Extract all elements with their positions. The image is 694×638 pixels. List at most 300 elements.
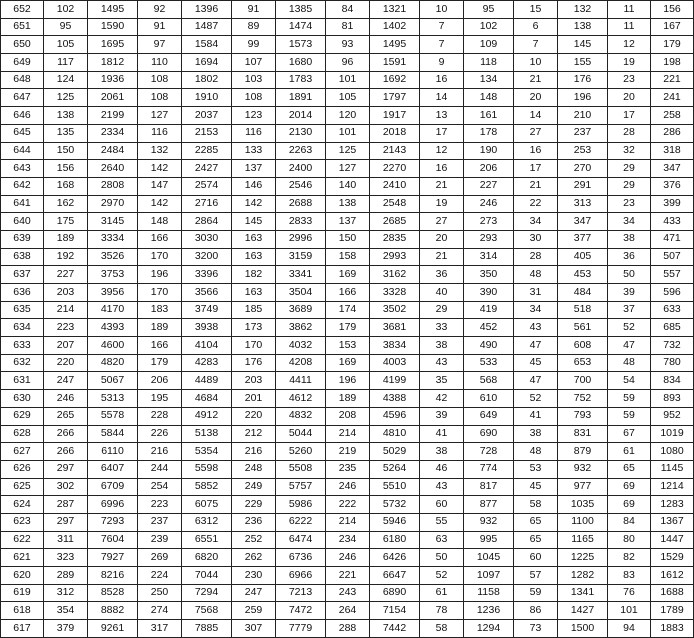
table-cell: 80 — [608, 531, 651, 549]
table-cell: 8882 — [88, 602, 138, 620]
table-cell: 619 — [1, 584, 44, 602]
table-cell: 176 — [232, 354, 276, 372]
table-cell: 7779 — [276, 620, 326, 638]
table-cell: 262 — [232, 549, 276, 567]
table-cell: 45 — [514, 354, 558, 372]
table-cell: 633 — [651, 301, 694, 319]
table-cell: 59 — [608, 390, 651, 408]
table-cell: 21 — [420, 177, 464, 195]
table-cell: 27 — [420, 213, 464, 231]
table-cell: 253 — [558, 142, 608, 160]
table-cell: 288 — [326, 620, 370, 638]
table-cell: 626 — [1, 460, 44, 478]
table-cell: 38 — [608, 230, 651, 248]
table-cell: 50 — [420, 549, 464, 567]
table-cell: 629 — [1, 407, 44, 425]
table-cell: 10 — [514, 54, 558, 72]
table-cell: 94 — [608, 620, 651, 638]
table-cell: 624 — [1, 496, 44, 514]
table-cell: 2833 — [276, 213, 326, 231]
table-cell: 5138 — [182, 425, 232, 443]
table-cell: 83 — [608, 567, 651, 585]
table-cell: 201 — [232, 390, 276, 408]
table-row — [1, 230, 694, 248]
table-cell: 650 — [1, 36, 44, 54]
table-cell: 6890 — [370, 584, 420, 602]
table-cell: 101 — [608, 602, 651, 620]
table-cell: 405 — [558, 248, 608, 266]
table-cell: 625 — [1, 478, 44, 496]
table-cell: 67 — [608, 425, 651, 443]
table-cell: 14 — [514, 107, 558, 125]
table-cell: 302 — [44, 478, 88, 496]
table-cell: 4810 — [370, 425, 420, 443]
table-cell: 2153 — [182, 124, 232, 142]
table-cell: 1692 — [370, 71, 420, 89]
table-cell: 81 — [326, 18, 370, 36]
table-cell: 192 — [44, 248, 88, 266]
table-cell: 138 — [558, 18, 608, 36]
table-cell: 5852 — [182, 478, 232, 496]
table-cell: 20 — [420, 230, 464, 248]
table-cell: 146 — [232, 177, 276, 195]
table-cell: 55 — [420, 513, 464, 531]
table-cell: 932 — [558, 460, 608, 478]
table-cell: 618 — [1, 602, 44, 620]
table-cell: 3753 — [88, 266, 138, 284]
table-cell: 12 — [420, 142, 464, 160]
table-cell: 63 — [420, 531, 464, 549]
table-cell: 6966 — [276, 567, 326, 585]
table-cell: 1910 — [182, 89, 232, 107]
table-cell: 30 — [514, 230, 558, 248]
table-cell: 649 — [464, 407, 514, 425]
table-cell: 4832 — [276, 407, 326, 425]
table-cell: 638 — [1, 248, 44, 266]
table-cell: 1367 — [651, 513, 694, 531]
table-cell: 252 — [232, 531, 276, 549]
table-cell: 2018 — [370, 124, 420, 142]
table-cell: 4411 — [276, 372, 326, 390]
table-cell: 97 — [138, 36, 182, 54]
table-cell: 4388 — [370, 390, 420, 408]
table-cell: 32 — [608, 142, 651, 160]
table-cell: 627 — [1, 443, 44, 461]
table-cell: 247 — [44, 372, 88, 390]
table-cell: 7442 — [370, 620, 420, 638]
table-row — [1, 496, 694, 514]
table-cell: 78 — [420, 602, 464, 620]
table-cell: 2061 — [88, 89, 138, 107]
table-cell: 221 — [326, 567, 370, 585]
table-cell: 248 — [232, 460, 276, 478]
table-cell: 29 — [608, 160, 651, 178]
table-cell: 2270 — [370, 160, 420, 178]
table-cell: 227 — [44, 266, 88, 284]
table-cell: 203 — [232, 372, 276, 390]
table-cell: 4600 — [88, 337, 138, 355]
table-cell: 163 — [232, 248, 276, 266]
table-cell: 4208 — [276, 354, 326, 372]
table-row — [1, 266, 694, 284]
table-cell: 286 — [651, 124, 694, 142]
table-cell: 249 — [232, 478, 276, 496]
table-cell: 311 — [44, 531, 88, 549]
table-cell: 5946 — [370, 513, 420, 531]
table-cell: 190 — [464, 142, 514, 160]
table-cell: 99 — [232, 36, 276, 54]
table-cell: 40 — [420, 284, 464, 302]
table-cell: 28 — [514, 248, 558, 266]
table-cell: 243 — [326, 584, 370, 602]
table-row — [1, 337, 694, 355]
table-row — [1, 301, 694, 319]
table-cell: 1035 — [558, 496, 608, 514]
table-cell: 29 — [420, 301, 464, 319]
table-row — [1, 89, 694, 107]
table-cell: 148 — [138, 213, 182, 231]
table-cell: 2037 — [182, 107, 232, 125]
table-cell: 117 — [44, 54, 88, 72]
table-cell: 118 — [464, 54, 514, 72]
table-cell: 207 — [44, 337, 88, 355]
table-cell: 995 — [464, 531, 514, 549]
table-cell: 471 — [651, 230, 694, 248]
table-cell: 3526 — [88, 248, 138, 266]
table-row — [1, 248, 694, 266]
table-cell: 6736 — [276, 549, 326, 567]
table-cell: 167 — [651, 18, 694, 36]
table-row — [1, 620, 694, 638]
table-cell: 2993 — [370, 248, 420, 266]
table-cell: 41 — [514, 407, 558, 425]
table-cell: 289 — [44, 567, 88, 585]
table-cell: 246 — [44, 390, 88, 408]
table-cell: 5986 — [276, 496, 326, 514]
table-cell: 2143 — [370, 142, 420, 160]
table-cell: 1917 — [370, 107, 420, 125]
table-cell: 135 — [44, 124, 88, 142]
table-cell: 700 — [558, 372, 608, 390]
table-cell: 7213 — [276, 584, 326, 602]
table-cell: 1797 — [370, 89, 420, 107]
table-cell: 120 — [326, 107, 370, 125]
table-cell: 220 — [44, 354, 88, 372]
table-cell: 9261 — [88, 620, 138, 638]
table-cell: 12 — [608, 36, 651, 54]
table-cell: 1812 — [88, 54, 138, 72]
table-cell: 7568 — [182, 602, 232, 620]
table-row — [1, 319, 694, 337]
table-cell: 297 — [44, 460, 88, 478]
table-cell: 645 — [1, 124, 44, 142]
table-cell: 236 — [232, 513, 276, 531]
table-cell: 20 — [608, 89, 651, 107]
table-cell: 61 — [420, 584, 464, 602]
table-cell: 93 — [326, 36, 370, 54]
table-cell: 246 — [326, 549, 370, 567]
table-cell: 728 — [464, 443, 514, 461]
table-cell: 5578 — [88, 407, 138, 425]
table-cell: 76 — [608, 584, 651, 602]
table-cell: 134 — [464, 71, 514, 89]
table-cell: 4612 — [276, 390, 326, 408]
table-cell: 639 — [1, 230, 44, 248]
table-cell: 212 — [232, 425, 276, 443]
table-cell: 4596 — [370, 407, 420, 425]
table-cell: 50 — [608, 266, 651, 284]
table-cell: 170 — [138, 284, 182, 302]
table-cell: 69 — [608, 478, 651, 496]
table-cell: 608 — [558, 337, 608, 355]
table-cell: 2400 — [276, 160, 326, 178]
table-cell: 641 — [1, 195, 44, 213]
table-cell: 241 — [651, 89, 694, 107]
table-cell: 6551 — [182, 531, 232, 549]
table-cell: 7472 — [276, 602, 326, 620]
table-cell: 196 — [558, 89, 608, 107]
table-cell: 38 — [514, 425, 558, 443]
table-cell: 4199 — [370, 372, 420, 390]
table-cell: 43 — [514, 319, 558, 337]
table-cell: 234 — [326, 531, 370, 549]
table-cell: 780 — [651, 354, 694, 372]
table-cell: 1100 — [558, 513, 608, 531]
table-row — [1, 531, 694, 549]
table-row — [1, 142, 694, 160]
table-cell: 239 — [138, 531, 182, 549]
table-cell: 5844 — [88, 425, 138, 443]
table-cell: 7294 — [182, 584, 232, 602]
table-cell: 84 — [608, 513, 651, 531]
table-cell: 219 — [326, 443, 370, 461]
table-cell: 4032 — [276, 337, 326, 355]
table-cell: 831 — [558, 425, 608, 443]
table-cell: 1282 — [558, 567, 608, 585]
table-cell: 266 — [44, 425, 88, 443]
table-cell: 2864 — [182, 213, 232, 231]
table-cell: 637 — [1, 266, 44, 284]
table-cell: 170 — [138, 248, 182, 266]
table-cell: 7927 — [88, 549, 138, 567]
table-cell: 23 — [608, 195, 651, 213]
table-cell: 235 — [326, 460, 370, 478]
table-cell: 732 — [651, 337, 694, 355]
table-cell: 2835 — [370, 230, 420, 248]
table-cell: 3689 — [276, 301, 326, 319]
table-cell: 43 — [420, 354, 464, 372]
table-cell: 45 — [514, 478, 558, 496]
table-cell: 7044 — [182, 567, 232, 585]
table-cell: 433 — [651, 213, 694, 231]
table-cell: 132 — [558, 1, 608, 19]
table-cell: 1495 — [88, 1, 138, 19]
table-cell: 89 — [232, 18, 276, 36]
table-cell: 47 — [514, 372, 558, 390]
table-cell: 189 — [138, 319, 182, 337]
table-cell: 3862 — [276, 319, 326, 337]
table-cell: 47 — [514, 337, 558, 355]
table-cell: 2014 — [276, 107, 326, 125]
table-cell: 21 — [514, 177, 558, 195]
table-cell: 264 — [326, 602, 370, 620]
table-cell: 60 — [514, 549, 558, 567]
table-cell: 246 — [464, 195, 514, 213]
table-cell: 634 — [1, 319, 44, 337]
table-cell: 1019 — [651, 425, 694, 443]
table-cell: 208 — [326, 407, 370, 425]
table-cell: 109 — [464, 36, 514, 54]
table-cell: 793 — [558, 407, 608, 425]
table-cell: 246 — [326, 478, 370, 496]
table-cell: 6820 — [182, 549, 232, 567]
table-cell: 189 — [44, 230, 88, 248]
table-cell: 1236 — [464, 602, 514, 620]
table-cell: 317 — [138, 620, 182, 638]
table-cell: 223 — [44, 319, 88, 337]
table-cell: 189 — [326, 390, 370, 408]
table-cell: 354 — [44, 602, 88, 620]
table-cell: 11 — [608, 1, 651, 19]
table-cell: 170 — [232, 337, 276, 355]
table-row — [1, 584, 694, 602]
table-cell: 2410 — [370, 177, 420, 195]
table-row — [1, 513, 694, 531]
table-cell: 2808 — [88, 177, 138, 195]
table-cell: 3956 — [88, 284, 138, 302]
table-cell: 6709 — [88, 478, 138, 496]
table-cell: 2574 — [182, 177, 232, 195]
table-cell: 7604 — [88, 531, 138, 549]
table-cell: 390 — [464, 284, 514, 302]
table-row — [1, 407, 694, 425]
table-cell: 1694 — [182, 54, 232, 72]
table-cell: 1321 — [370, 1, 420, 19]
table-cell: 3834 — [370, 337, 420, 355]
table-cell: 1225 — [558, 549, 608, 567]
table-cell: 6180 — [370, 531, 420, 549]
table-row — [1, 54, 694, 72]
table-cell: 643 — [1, 160, 44, 178]
table-cell: 150 — [44, 142, 88, 160]
table-cell: 7 — [420, 36, 464, 54]
table-cell: 649 — [1, 54, 44, 72]
table-cell: 1680 — [276, 54, 326, 72]
table-cell: 347 — [651, 160, 694, 178]
table-cell: 3030 — [182, 230, 232, 248]
table-cell: 5510 — [370, 478, 420, 496]
table-cell: 156 — [44, 160, 88, 178]
table-cell: 58 — [514, 496, 558, 514]
table-cell: 95 — [44, 18, 88, 36]
table-cell: 5732 — [370, 496, 420, 514]
table-cell: 977 — [558, 478, 608, 496]
table-cell: 69 — [608, 496, 651, 514]
table-cell: 156 — [651, 1, 694, 19]
table-cell: 834 — [651, 372, 694, 390]
table-cell: 163 — [232, 230, 276, 248]
table-cell: 17 — [420, 124, 464, 142]
table-cell: 6110 — [88, 443, 138, 461]
table-cell: 3328 — [370, 284, 420, 302]
table-cell: 7154 — [370, 602, 420, 620]
table-cell: 216 — [138, 443, 182, 461]
table-cell: 6647 — [370, 567, 420, 585]
table-cell: 222 — [326, 496, 370, 514]
table-row — [1, 160, 694, 178]
table-cell: 230 — [232, 567, 276, 585]
table-cell: 3145 — [88, 213, 138, 231]
table-cell: 314 — [464, 248, 514, 266]
table-cell: 166 — [138, 337, 182, 355]
table-cell: 273 — [464, 213, 514, 231]
table-cell: 125 — [326, 142, 370, 160]
table-cell: 247 — [232, 584, 276, 602]
table-cell: 2263 — [276, 142, 326, 160]
table-row — [1, 390, 694, 408]
table-row — [1, 195, 694, 213]
table-cell: 2427 — [182, 160, 232, 178]
table-cell: 265 — [44, 407, 88, 425]
table-cell: 116 — [232, 124, 276, 142]
table-cell: 4104 — [182, 337, 232, 355]
table-cell: 630 — [1, 390, 44, 408]
table-cell: 312 — [44, 584, 88, 602]
table-cell: 1584 — [182, 36, 232, 54]
table-cell: 221 — [651, 71, 694, 89]
table-cell: 4912 — [182, 407, 232, 425]
table-cell: 46 — [420, 460, 464, 478]
table-cell: 17 — [514, 160, 558, 178]
table-cell: 7885 — [182, 620, 232, 638]
table-cell: 5260 — [276, 443, 326, 461]
table-cell: 291 — [558, 177, 608, 195]
table-cell: 5264 — [370, 460, 420, 478]
table-cell: 125 — [44, 89, 88, 107]
table-cell: 92 — [138, 1, 182, 19]
table-cell: 1936 — [88, 71, 138, 89]
table-cell: 5029 — [370, 443, 420, 461]
table-cell: 183 — [138, 301, 182, 319]
table-cell: 124 — [44, 71, 88, 89]
table-cell: 116 — [138, 124, 182, 142]
table-cell: 91 — [232, 1, 276, 19]
table-cell: 142 — [232, 195, 276, 213]
table-cell: 1695 — [88, 36, 138, 54]
table-cell: 8216 — [88, 567, 138, 585]
table-cell: 647 — [1, 89, 44, 107]
table-cell: 127 — [138, 107, 182, 125]
table-cell: 206 — [138, 372, 182, 390]
table-cell: 150 — [326, 230, 370, 248]
table-row — [1, 36, 694, 54]
table-cell: 166 — [326, 284, 370, 302]
table-cell: 229 — [232, 496, 276, 514]
table-cell: 29 — [608, 177, 651, 195]
table-cell: 3396 — [182, 266, 232, 284]
table-cell: 1097 — [464, 567, 514, 585]
table-cell: 91 — [138, 18, 182, 36]
table-cell: 1783 — [276, 71, 326, 89]
table-cell: 1165 — [558, 531, 608, 549]
table-cell: 36 — [420, 266, 464, 284]
table-cell: 138 — [326, 195, 370, 213]
table-cell: 185 — [232, 301, 276, 319]
table-cell: 48 — [514, 266, 558, 284]
table-cell: 752 — [558, 390, 608, 408]
table-cell: 31 — [514, 284, 558, 302]
table-row — [1, 354, 694, 372]
